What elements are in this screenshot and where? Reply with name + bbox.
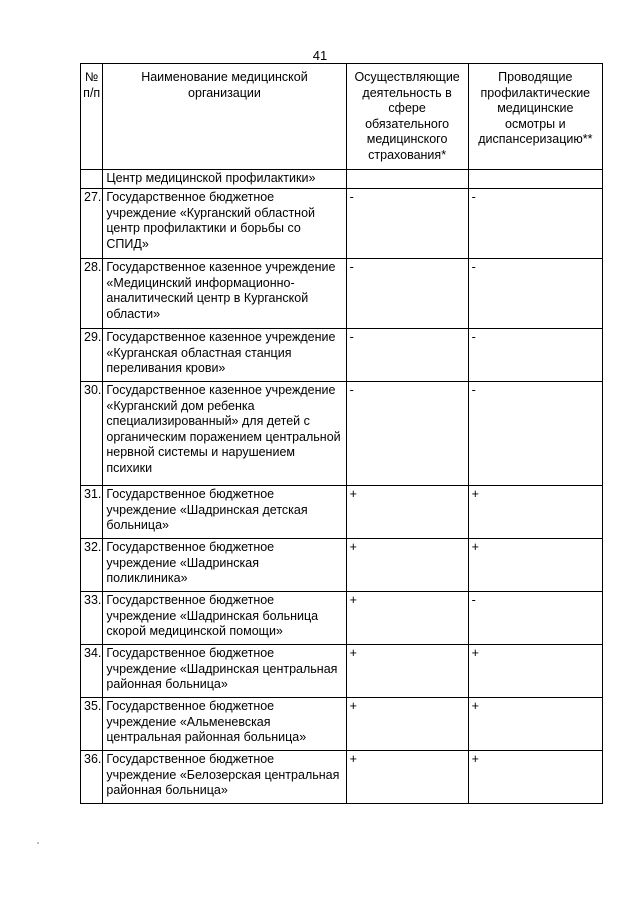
- preventive-mark: [468, 170, 602, 189]
- preventive-mark: -: [468, 329, 602, 382]
- row-number: 29.: [81, 329, 103, 382]
- page-number: 41: [312, 48, 328, 63]
- preventive-mark: -: [468, 592, 602, 645]
- row-number: 31.: [81, 486, 103, 539]
- oms-mark: -: [346, 329, 468, 382]
- oms-mark: +: [346, 698, 468, 751]
- preventive-mark: +: [468, 698, 602, 751]
- scan-speck: [37, 842, 39, 844]
- oms-mark: +: [346, 592, 468, 645]
- header-oms-activity: Осуществляющие деятельность в сфере обязательного медицинского страхования*: [346, 64, 468, 170]
- table-row: [81, 645, 603, 698]
- table-row: [81, 382, 603, 486]
- table-row: [81, 592, 603, 645]
- organization-name: Государственное бюджетное учреждение «Курганский областной центр профилактики и борьбы со СПИД»: [103, 189, 346, 259]
- organization-name: Центр медицинской профилактики»: [103, 170, 346, 189]
- row-number: 28.: [81, 259, 103, 329]
- table-row: [81, 170, 603, 189]
- preventive-mark: -: [468, 259, 602, 329]
- oms-mark: +: [346, 486, 468, 539]
- organization-name: Государственное казенное учреждение «Курганский дом ребенка специализированный» для детей с органическим поражением центральной нервной системы и нарушением психики: [103, 382, 346, 486]
- table-row: [81, 539, 603, 592]
- row-number: 27.: [81, 189, 103, 259]
- preventive-mark: +: [468, 751, 602, 804]
- row-number: 34.: [81, 645, 103, 698]
- row-number: 36.: [81, 751, 103, 804]
- table-row: [81, 259, 603, 329]
- row-number: 30.: [81, 382, 103, 486]
- header-number: № п/п: [81, 64, 103, 170]
- organization-name: Государственное бюджетное учреждение «Шадринская детская больница»: [103, 486, 346, 539]
- table-row: [81, 329, 603, 382]
- organization-name: Государственное бюджетное учреждение «Шадринская поликлиника»: [103, 539, 346, 592]
- organization-name: Государственное казенное учреждение «Медицинский информационно-аналитический центр в Курганской области»: [103, 259, 346, 329]
- row-number: 35.: [81, 698, 103, 751]
- header-preventive-exams: Проводящие профилактические медицинские осмотры и диспансеризацию**: [468, 64, 602, 170]
- organization-name: Государственное бюджетное учреждение «Шадринская центральная районная больница»: [103, 645, 346, 698]
- oms-mark: [346, 170, 468, 189]
- table-row: [81, 698, 603, 751]
- preventive-mark: -: [468, 382, 602, 486]
- preventive-mark: -: [468, 189, 602, 259]
- oms-mark: +: [346, 751, 468, 804]
- organizations-table: [80, 63, 603, 804]
- row-number: 33.: [81, 592, 103, 645]
- table-row: [81, 189, 603, 259]
- organization-name: Государственное бюджетное учреждение «Шадринская больница скорой медицинской помощи»: [103, 592, 346, 645]
- header-organization-name: Наименование медицинской организации: [103, 64, 346, 170]
- organization-name: Государственное бюджетное учреждение «Белозерская центральная районная больница»: [103, 751, 346, 804]
- oms-mark: -: [346, 382, 468, 486]
- oms-mark: +: [346, 645, 468, 698]
- oms-mark: +: [346, 539, 468, 592]
- oms-mark: -: [346, 259, 468, 329]
- table-header-row: [81, 64, 603, 170]
- preventive-mark: +: [468, 539, 602, 592]
- row-number: 32.: [81, 539, 103, 592]
- preventive-mark: +: [468, 486, 602, 539]
- row-number: [81, 170, 103, 189]
- preventive-mark: +: [468, 645, 602, 698]
- table-row: [81, 751, 603, 804]
- organization-name: Государственное казенное учреждение «Курганская областная станция переливания крови»: [103, 329, 346, 382]
- oms-mark: -: [346, 189, 468, 259]
- organization-name: Государственное бюджетное учреждение «Альменевская центральная районная больница»: [103, 698, 346, 751]
- table-row: [81, 486, 603, 539]
